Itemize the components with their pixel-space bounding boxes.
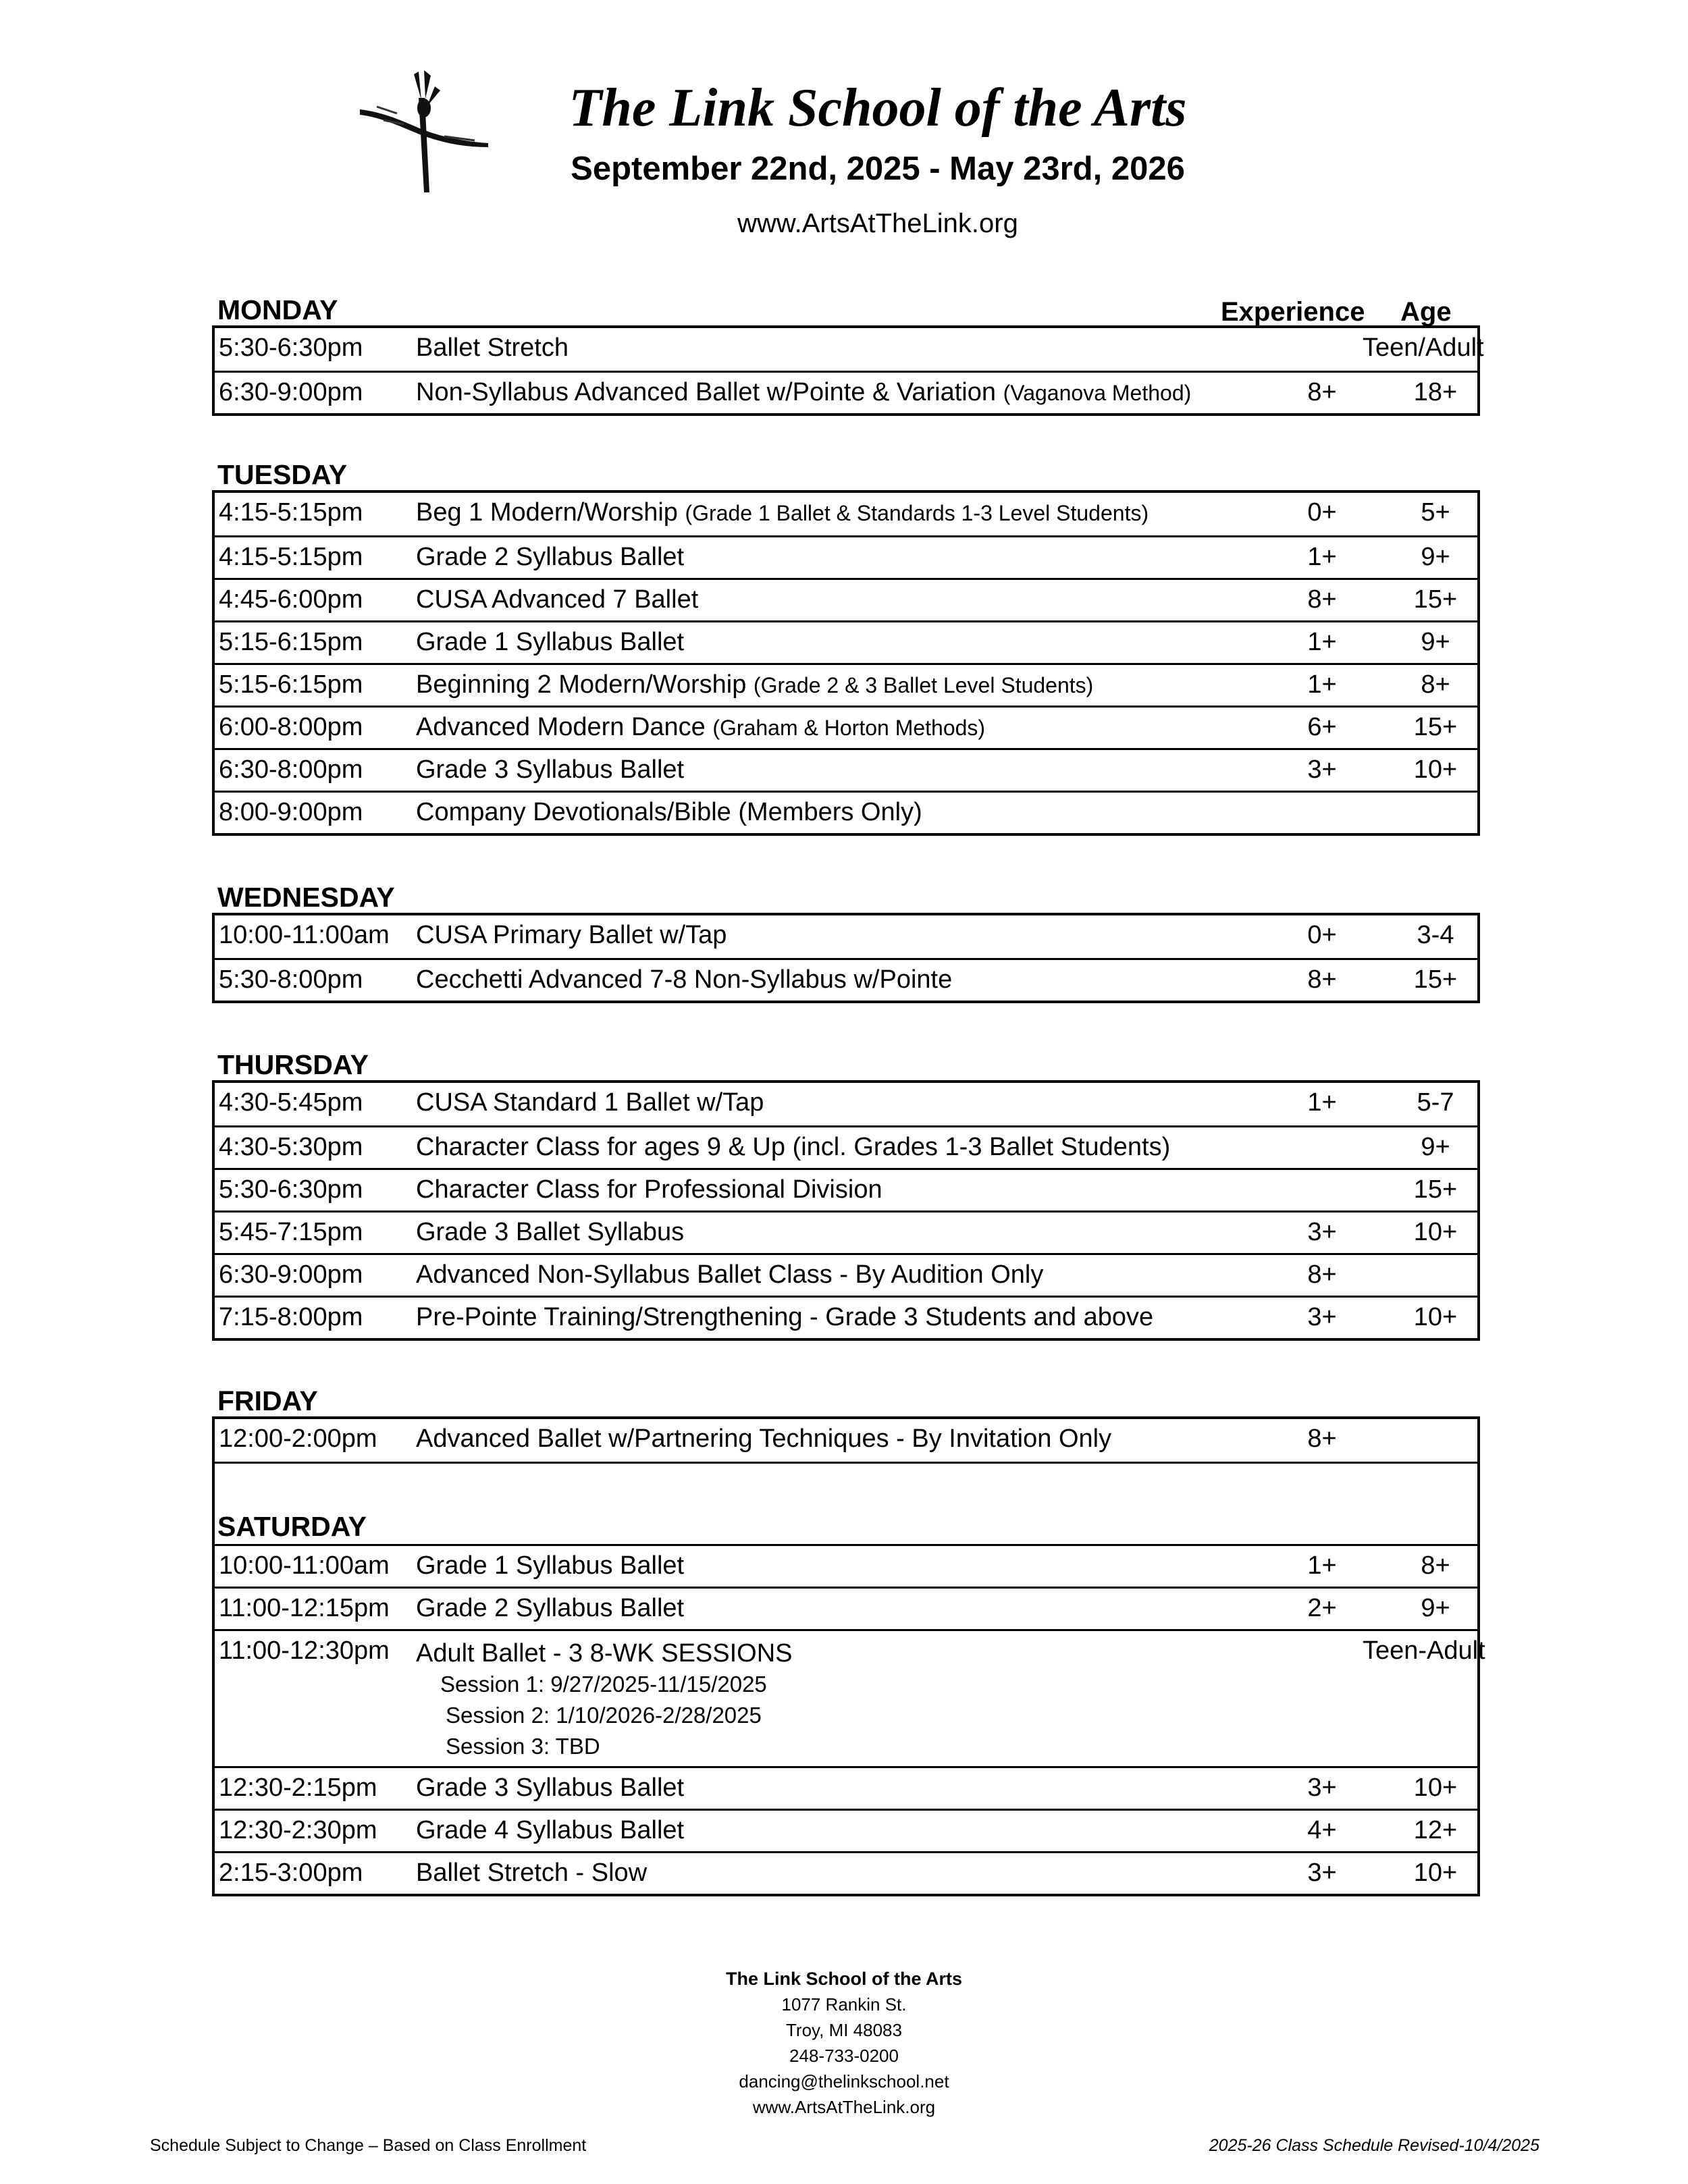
class-experience: 1+ <box>1307 1088 1337 1117</box>
class-name: CUSA Primary Ballet w/Tap <box>416 921 727 949</box>
table-row <box>215 915 1477 958</box>
column-header-experience: Experience <box>1221 297 1365 327</box>
table-row <box>215 1629 1485 1766</box>
day-heading-tuesday: TUESDAY <box>217 459 348 490</box>
table-row <box>215 1587 1477 1629</box>
day-heading-saturday: SATURDAY <box>217 1511 367 1542</box>
class-name: Beginning 2 Modern/Worship (Grade 2 & 3 Ballet Level Students) <box>416 670 1094 699</box>
class-time: 12:30-2:15pm <box>219 1774 377 1802</box>
session-dates: September 22nd, 2025 - May 23rd, 2026 <box>571 151 1185 187</box>
class-name: Advanced Ballet w/Partnering Techniques - By Invitation Only <box>416 1424 1112 1453</box>
class-name: Character Class for ages 9 & Up (incl. Grades 1-3 Ballet Students) <box>416 1133 1171 1161</box>
class-time: 8:00-9:00pm <box>219 798 363 826</box>
class-experience: 8+ <box>1307 965 1337 994</box>
class-experience: 2+ <box>1307 1594 1337 1622</box>
class-experience: 8+ <box>1307 1260 1337 1289</box>
class-age: 10+ <box>1413 1774 1458 1802</box>
class-age: 15+ <box>1413 965 1458 994</box>
wednesday-classes <box>212 913 1480 1003</box>
day-heading-wednesday: WEDNESDAY <box>217 882 395 913</box>
class-time: 2:15-3:00pm <box>219 1859 363 1887</box>
class-age: 15+ <box>1413 585 1458 614</box>
class-time: 5:15-6:15pm <box>219 670 363 699</box>
table-row <box>215 1210 1477 1253</box>
school-logo <box>357 68 492 196</box>
class-name: Grade 2 Syllabus Ballet <box>416 1594 685 1622</box>
table-row <box>215 620 1477 663</box>
class-age: 10+ <box>1413 1303 1458 1331</box>
class-name: Ballet Stretch <box>416 334 569 362</box>
table-row <box>215 371 1477 413</box>
class-time: 11:00-12:15pm <box>219 1594 390 1622</box>
class-name: Grade 3 Ballet Syllabus <box>416 1218 685 1246</box>
website-link[interactable]: www.ArtsAtTheLink.org <box>737 209 1018 238</box>
class-age: 9+ <box>1421 628 1450 656</box>
class-time: 10:00-11:00am <box>219 1551 390 1580</box>
table-row <box>215 1083 1477 1125</box>
thursday-classes <box>212 1080 1480 1341</box>
class-experience: 3+ <box>1307 755 1337 784</box>
day-heading-monday: MONDAY <box>217 294 338 325</box>
table-row <box>215 1419 1477 1462</box>
class-experience: 8+ <box>1307 585 1337 614</box>
class-experience: 0+ <box>1307 921 1337 949</box>
class-name: CUSA Advanced 7 Ballet <box>416 585 699 614</box>
class-time: 4:15-5:15pm <box>219 498 363 527</box>
class-experience: 4+ <box>1307 1816 1337 1844</box>
table-row <box>215 1125 1477 1168</box>
class-experience: 3+ <box>1307 1774 1337 1802</box>
class-name: Cecchetti Advanced 7-8 Non-Syllabus w/Pointe <box>416 965 953 994</box>
tuesday-classes <box>212 490 1480 836</box>
table-row <box>215 1766 1477 1809</box>
session-list <box>440 1669 767 1762</box>
class-name: Grade 1 Syllabus Ballet <box>416 628 685 656</box>
table-row <box>215 1296 1477 1338</box>
class-time: 6:30-8:00pm <box>219 755 363 784</box>
day-gap <box>215 1462 1477 1544</box>
footer-website[interactable]: www.ArtsAtTheLink.org <box>752 2097 936 2117</box>
table-row <box>215 748 1477 791</box>
class-time: 7:15-8:00pm <box>219 1303 363 1331</box>
class-age: 10+ <box>1413 755 1458 784</box>
class-age: 9+ <box>1421 1133 1450 1161</box>
day-heading-thursday: THURSDAY <box>217 1049 369 1080</box>
class-name: Non-Syllabus Advanced Ballet w/Pointe & Variation (Vaganova Method) <box>416 378 1192 406</box>
table-row <box>215 1544 1477 1587</box>
class-name: Grade 3 Syllabus Ballet <box>416 1774 685 1802</box>
footer-city: Troy, MI 48083 <box>786 2020 902 2040</box>
table-row <box>215 1168 1477 1210</box>
class-experience: 3+ <box>1307 1303 1337 1331</box>
class-name: Grade 4 Syllabus Ballet <box>416 1816 685 1844</box>
class-experience: 8+ <box>1307 378 1337 406</box>
footer-phone[interactable]: 248-733-0200 <box>789 2046 899 2066</box>
class-age: Teen/Adult <box>1363 334 1484 362</box>
footer-school-name: The Link School of the Arts <box>725 1969 962 1989</box>
class-schedule <box>212 290 1485 1911</box>
table-row <box>215 705 1477 748</box>
session-item: Session 3: TBD <box>446 1734 600 1759</box>
table-row <box>215 328 1484 371</box>
class-name: Advanced Non-Syllabus Ballet Class - By Audition Only <box>416 1260 1044 1289</box>
class-name: Grade 2 Syllabus Ballet <box>416 543 685 571</box>
class-time: 6:30-9:00pm <box>219 378 363 406</box>
class-note: (Vaganova Method) <box>1003 381 1192 405</box>
monday-classes <box>212 325 1484 416</box>
column-header-age: Age <box>1400 297 1452 327</box>
class-experience: 1+ <box>1307 1551 1337 1580</box>
class-age: 10+ <box>1413 1859 1458 1887</box>
class-experience: 8+ <box>1307 1424 1337 1453</box>
class-age: 9+ <box>1421 543 1450 571</box>
class-age: 3-4 <box>1417 921 1454 949</box>
table-row <box>215 578 1477 620</box>
table-row <box>215 958 1477 1001</box>
class-age: 12+ <box>1413 1816 1458 1844</box>
class-experience: 1+ <box>1307 628 1337 656</box>
class-name: Beg 1 Modern/Worship (Grade 1 Ballet & Standards 1-3 Level Students) <box>416 498 1149 527</box>
class-experience: 3+ <box>1307 1218 1337 1246</box>
class-age: 10+ <box>1413 1218 1458 1246</box>
class-name: CUSA Standard 1 Ballet w/Tap <box>416 1088 764 1117</box>
table-row <box>215 1809 1477 1851</box>
class-name: Grade 1 Syllabus Ballet <box>416 1551 685 1580</box>
class-age: Teen-Adult <box>1363 1636 1485 1665</box>
class-name: Advanced Modern Dance (Graham & Horton Methods) <box>416 713 986 741</box>
table-row <box>215 1253 1477 1296</box>
class-name: Company Devotionals/Bible (Members Only) <box>416 798 922 826</box>
class-age: 9+ <box>1421 1594 1450 1622</box>
class-time: 4:30-5:30pm <box>219 1133 363 1161</box>
class-age: 18+ <box>1413 378 1458 406</box>
class-time: 4:45-6:00pm <box>219 585 363 614</box>
class-note: (Grade 2 & 3 Ballet Level Students) <box>753 673 1094 697</box>
class-age: 15+ <box>1413 1175 1458 1204</box>
friday-saturday-classes <box>212 1416 1485 1896</box>
session-item: Session 2: 1/10/2026-2/28/2025 <box>446 1703 762 1728</box>
class-age: 5+ <box>1421 498 1450 527</box>
class-time: 4:30-5:45pm <box>219 1088 363 1117</box>
schedule-disclaimer: Schedule Subject to Change – Based on Class Enrollment <box>150 2136 587 2155</box>
class-time: 12:00-2:00pm <box>219 1424 377 1453</box>
class-experience: 0+ <box>1307 498 1337 527</box>
class-experience: 6+ <box>1307 713 1337 741</box>
class-time: 6:30-9:00pm <box>219 1260 363 1289</box>
table-row <box>215 493 1477 535</box>
class-name: Ballet Stretch - Slow <box>416 1859 648 1887</box>
class-experience: 1+ <box>1307 543 1337 571</box>
class-age: 8+ <box>1421 1551 1450 1580</box>
footer-street: 1077 Rankin St. <box>781 1994 907 2015</box>
revision-note: 2025-26 Class Schedule Revised-10/4/2025 <box>1209 2136 1539 2155</box>
class-note: (Graham & Horton Methods) <box>712 716 986 740</box>
table-row <box>215 535 1477 578</box>
class-note: (Grade 1 Ballet & Standards 1-3 Level Students) <box>685 501 1149 525</box>
contact-block <box>608 1966 1080 2120</box>
class-time: 5:45-7:15pm <box>219 1218 363 1246</box>
class-age: 15+ <box>1413 713 1458 741</box>
class-name: Character Class for Professional Division <box>416 1175 882 1204</box>
class-time: 11:00-12:30pm <box>219 1636 390 1665</box>
class-time: 5:30-6:30pm <box>219 1175 363 1204</box>
class-time: 5:30-8:00pm <box>219 965 363 994</box>
class-time: 10:00-11:00am <box>219 921 390 949</box>
class-time: 5:15-6:15pm <box>219 628 363 656</box>
class-experience: 3+ <box>1307 1859 1337 1887</box>
class-age: 8+ <box>1421 670 1450 699</box>
class-name: Pre-Pointe Training/Strengthening - Grade 3 Students and above <box>416 1303 1154 1331</box>
day-heading-friday: FRIDAY <box>217 1385 318 1416</box>
class-age: 5-7 <box>1417 1088 1454 1117</box>
class-name: Grade 3 Syllabus Ballet <box>416 755 685 784</box>
session-item: Session 1: 9/27/2025-11/15/2025 <box>440 1672 767 1697</box>
class-time: 12:30-2:30pm <box>219 1816 377 1844</box>
class-time: 4:15-5:15pm <box>219 543 363 571</box>
class-experience: 1+ <box>1307 670 1337 699</box>
table-row <box>215 1851 1477 1894</box>
class-time: 5:30-6:30pm <box>219 334 363 362</box>
class-time: 6:00-8:00pm <box>219 713 363 741</box>
school-title: The Link School of the Arts <box>569 78 1187 138</box>
table-row <box>215 663 1477 705</box>
table-row <box>215 791 1477 833</box>
class-name: Adult Ballet - 3 8-WK SESSIONS <box>416 1639 793 1668</box>
footer-email[interactable]: dancing@thelinkschool.net <box>739 2071 949 2092</box>
